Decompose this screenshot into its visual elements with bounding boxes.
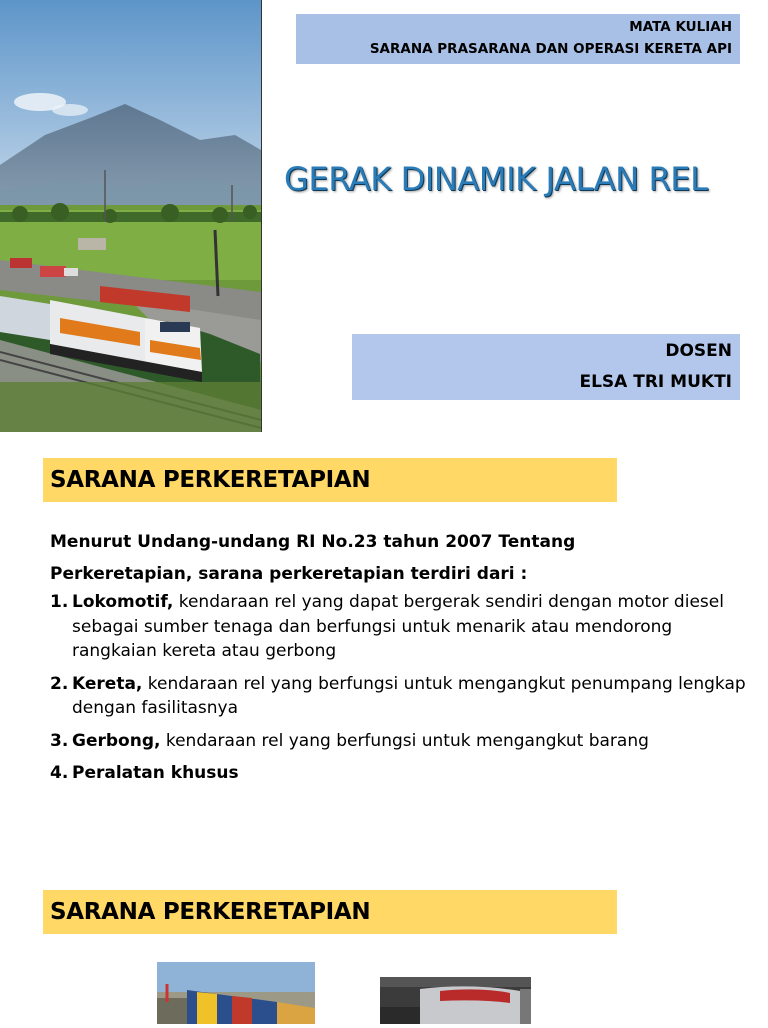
course-label: MATA KULIAH	[629, 19, 732, 35]
list-item	[50, 761, 755, 786]
list-number: 4.	[50, 763, 69, 783]
list-description: kendaraan rel yang berfungsi untuk mengangkut penumpang lengkap dengan fasilitasnya	[72, 673, 746, 718]
list-term: Gerbong,	[72, 730, 161, 751]
page-title: GERAK DINAMIK JALAN REL	[284, 160, 708, 198]
lecturer-label: DOSEN	[665, 341, 732, 361]
passenger-train-photo	[380, 977, 531, 1024]
list-description: kendaraan rel yang berfungsi untuk mengangkut barang	[160, 730, 649, 751]
list-term: Lokomotif,	[72, 592, 174, 612]
rolling-stock-list	[50, 590, 755, 794]
list-term: Kereta,	[72, 673, 143, 694]
list-number: 1.	[50, 592, 69, 612]
section-header-rolling-stock: SARANA PERKERETAPIAN	[43, 458, 617, 502]
freight-train-photo	[157, 962, 315, 1024]
intro-text	[50, 526, 750, 590]
list-item	[50, 590, 755, 664]
intro-line: Perkeretapian, sarana perkeretapian terdiri dari :	[50, 564, 528, 584]
list-number: 2.	[50, 673, 69, 694]
course-info-box	[296, 14, 740, 64]
lecturer-info-box	[352, 334, 740, 400]
lecturer-name: ELSA TRI MUKTI	[579, 372, 732, 392]
list-number: 3.	[50, 730, 69, 751]
list-term: Peralatan khusus	[72, 763, 239, 783]
list-item	[50, 672, 755, 721]
list-description: kendaraan rel yang dapat bergerak sendiri dengan motor diesel sebagai sumber tenaga dan berfungsi untuk menarik atau mendorong rangkaian kereta atau gerbong	[72, 592, 724, 661]
course-name: SARANA PRASARANA DAN OPERASI KERETA API	[369, 41, 732, 57]
section-header-rolling-stock-2: SARANA PERKERETAPIAN	[43, 890, 617, 934]
train-landscape-photo	[0, 0, 262, 432]
intro-line: Menurut Undang-undang RI No.23 tahun 2007 Tentang	[50, 532, 576, 552]
list-item	[50, 729, 755, 754]
